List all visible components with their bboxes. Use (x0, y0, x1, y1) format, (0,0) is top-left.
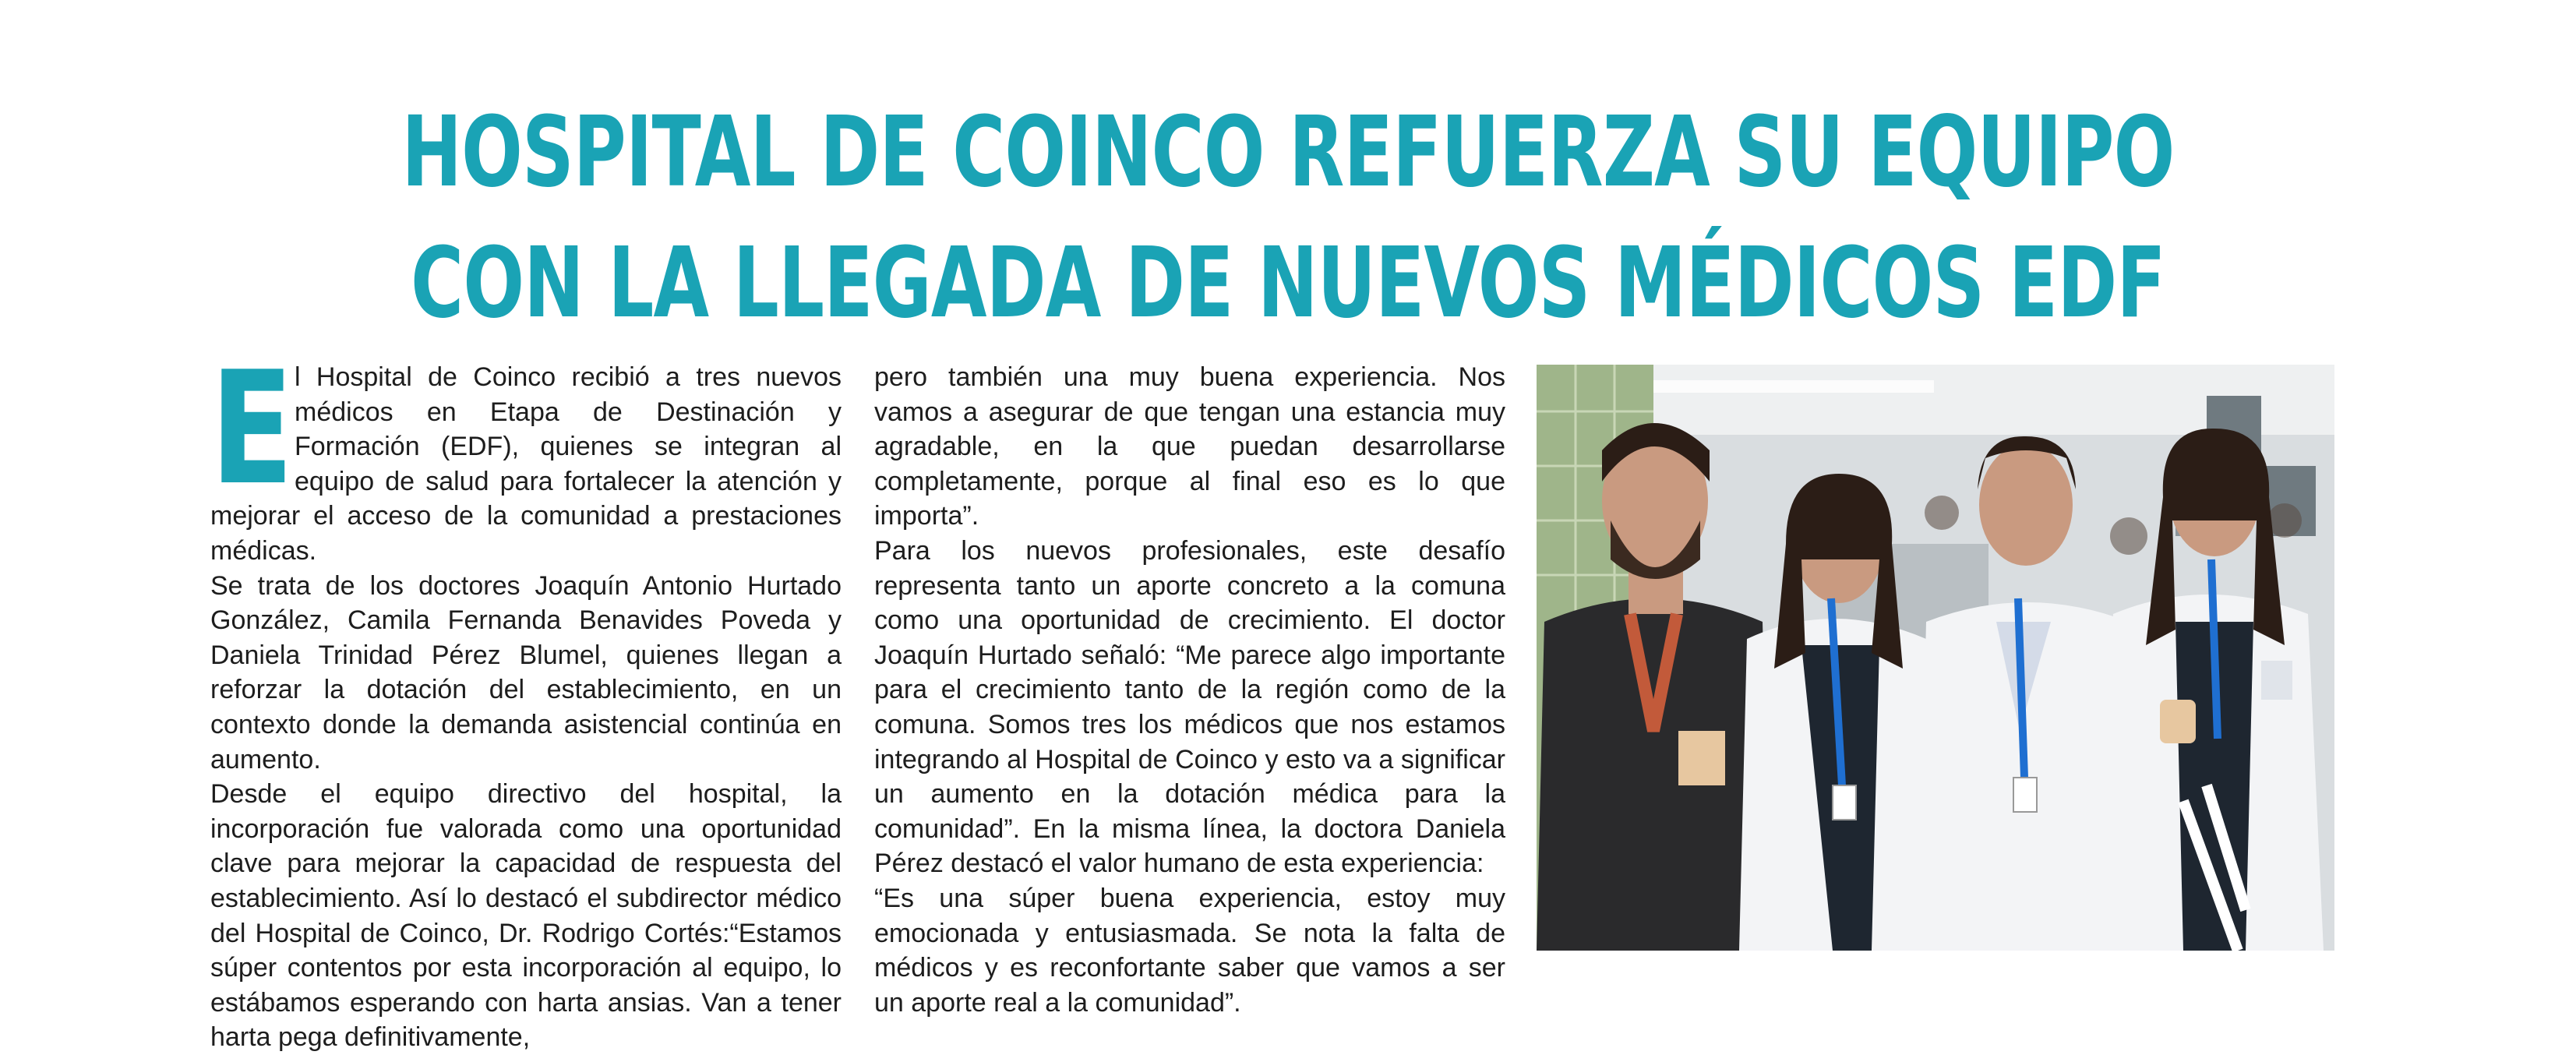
headline (335, 87, 2241, 349)
drop-cap: E (210, 338, 294, 520)
article-photo (1537, 365, 2334, 951)
headline-line-2: CON LA LLEGADA DE NUEVOS MÉDICOS EDF (411, 227, 2165, 340)
paragraph-2: Se trata de los doctores Joaquín Antonio Hurtado González, Camila Fernanda Benavides Poveda y Daniela Trinidad Pérez Blumel, quienes llegan a reforzar la dotación del establecimiento, en un contexto donde la demanda asistencial continúa en aumento. (210, 570, 842, 774)
paragraph-1-text: l Hospital de Coinco recibió a tres nuevos médicos en Etapa de Destinación y Formación (EDF), quienes se integran al equipo de salud para fortalecer la atención y mejorar el acceso de la comunidad a prestaciones médicas. (210, 362, 842, 566)
paragraph-5: Para los nuevos profesionales, este desafío representa tanto un aporte concreto a la comuna como una oportunidad de crecimiento. El doctor Joaquín Hurtado señaló: “Me parece algo importante para el crecimiento tanto de la región como de la comuna. Somos tres los médicos que nos estamos integrando al Hospital de Coinco y esto va a significar un aumento en la dotación médica para la comunidad”. En la misma línea, la doctora Daniela Pérez destacó el valor humano de esta experiencia: (874, 535, 1505, 879)
paragraph-3: Desde el equipo directivo del hospital, la incorporación fue valorada como una oportunidad clave para mejorar la capacidad de respuesta del establecimiento. Así lo destacó el subdirector médico del Hospital de Coinco, Dr. Rodrigo Cortés:“Estamos súper contentos por esta incorporación al equipo, lo estábamos esperando con harta ansias. Van a tener harta pega definitivamente, (210, 779, 842, 1053)
headline-line-1: HOSPITAL DE COINCO REFUERZA SU EQUIPO (401, 96, 2175, 209)
group-photo-illustration (1537, 365, 2334, 951)
article-column-1 (210, 338, 842, 1055)
article-column-2 (874, 360, 1505, 1020)
paragraph-6: “Es una súper buena experiencia, estoy muy emocionada y entusiasmada. Se nota la falta de médicos y es reconfortante saber que vamos a ser un aporte real a la comunidad”. (874, 883, 1505, 1018)
paragraph-1 (210, 338, 842, 569)
paragraph-4: pero también una muy buena experiencia. Nos vamos a asegurar de que tengan una estancia muy agradable, en la que puedan desarrollarse completamente, porque al final eso es lo que importa”. (874, 362, 1505, 531)
